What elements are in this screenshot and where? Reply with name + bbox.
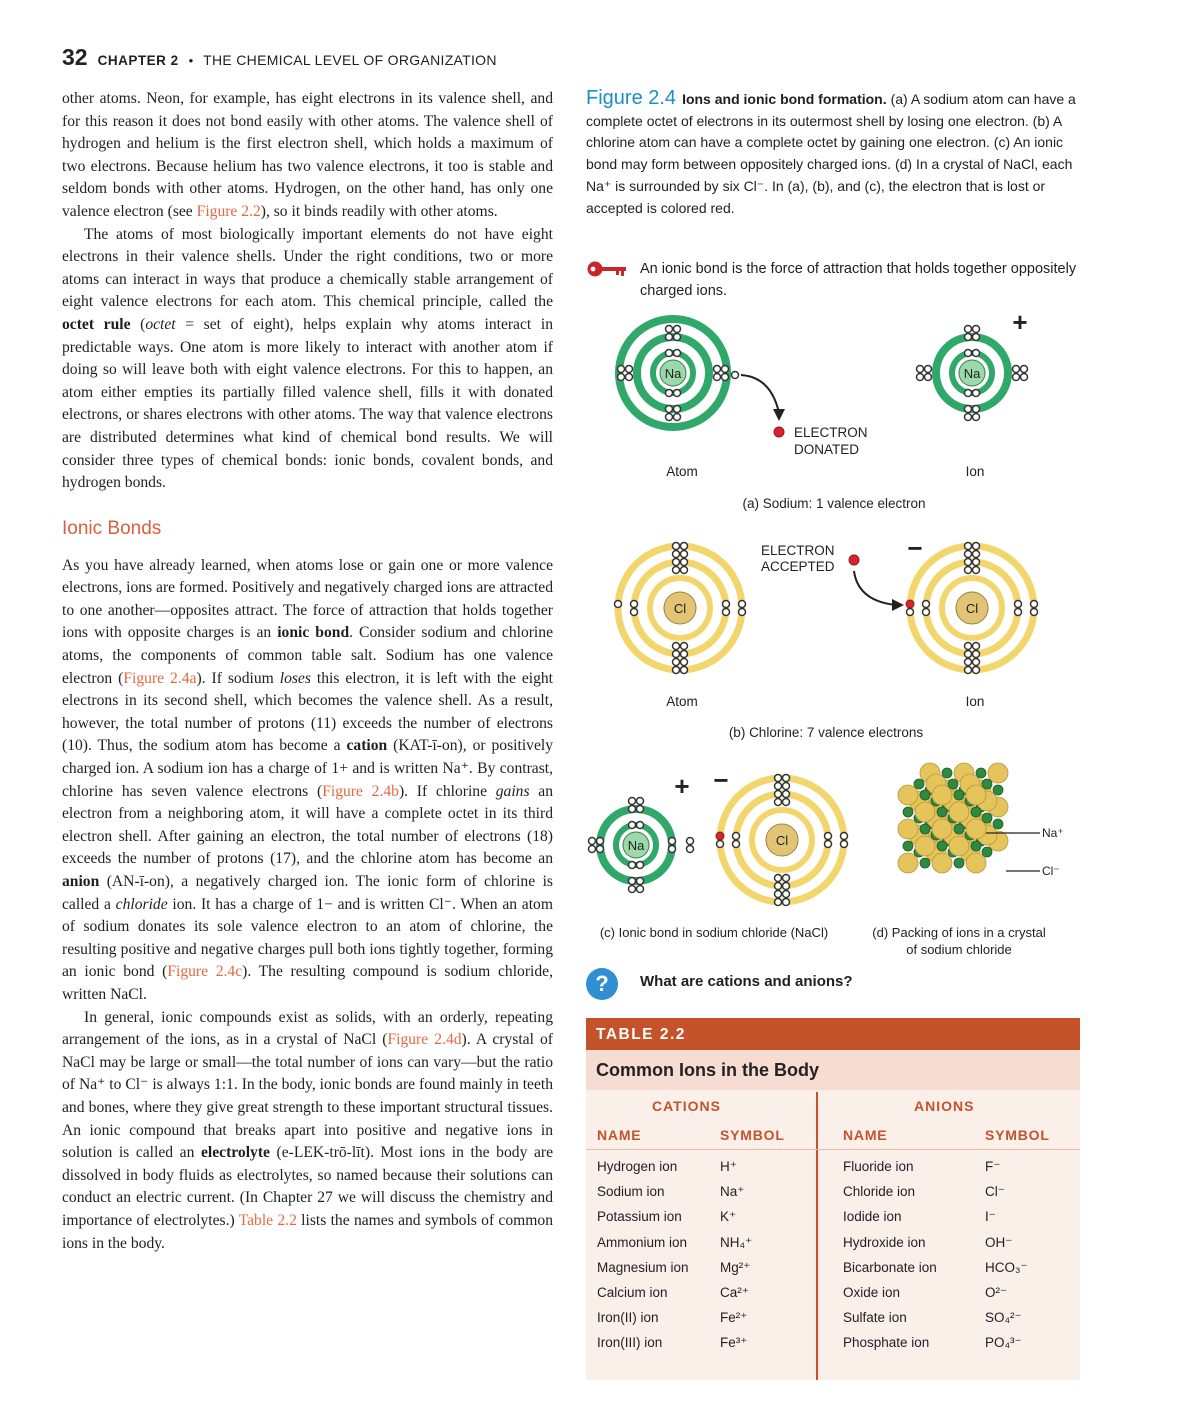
chloride-ion-sphere <box>915 836 935 856</box>
anion-name: Fluoride ion <box>843 1159 914 1174</box>
sodium-ion-sphere <box>942 768 952 778</box>
sodium-ion-sphere <box>982 779 992 789</box>
svg-text:ACCEPTED: ACCEPTED <box>761 559 835 574</box>
svg-text:DONATED: DONATED <box>794 442 860 457</box>
cations-header: CATIONS <box>652 1098 721 1114</box>
figure-link[interactable]: Figure 2.4a <box>123 669 197 687</box>
anion-symbol: HCO₃⁻ <box>985 1259 1028 1275</box>
atom-label: Atom <box>666 464 698 479</box>
figure-link[interactable]: Figure 2.4b <box>322 782 399 800</box>
chloride-ion-sphere <box>932 853 952 873</box>
key-icon <box>586 260 628 278</box>
sodium-atom <box>618 319 739 427</box>
sodium-ion-sphere <box>993 819 1003 829</box>
sodium-ion-sphere <box>937 841 947 851</box>
table-row <box>586 1206 1080 1231</box>
svg-text:Cl: Cl <box>673 601 687 616</box>
cation-name: Calcium ion <box>597 1285 668 1300</box>
paragraph: In general, ionic compounds exist as solids, with an orderly, repeating arrangement of the ions, as in a crystal of NaCl (Figure 2.4d). A crystal of NaCl may be large or small—the total number of ions can vary—but the ratio of Na⁺ to Cl⁻ is always 1:1. In the body, ionic bonds are found mainly in teeth and bones, where they give great strength to these important structural tissues. An ionic compound that breaks apart into positive and negative ions in solution is called an electrolyte (e-LEK-trō-līt). Most ions in the body are dissolved in body fluids as electrolytes, so named because their solutions can conduct an electric current. (In Chapter 27 we will discuss the chemistry and importance of electrolytes.) Table 2.2 lists the names and symbols of common ions in the body. <box>62 1008 553 1252</box>
anion-name: Oxide ion <box>843 1285 901 1300</box>
sodium-ion-sphere <box>971 841 981 851</box>
cation-symbol: Na⁺ <box>720 1184 745 1200</box>
table-row <box>586 1156 1080 1181</box>
svg-text:Atom: Atom <box>666 694 698 709</box>
chapter-title: THE CHEMICAL LEVEL OF ORGANIZATION <box>203 52 497 68</box>
paragraph: As you have already learned, when atoms lose or gain one or more valence electrons, ions are formed. Positively and negatively charged ions are attracted to one another—opposites attract. The force of attraction that holds together ions with opposite charges is an ionic bond. Consider sodium and chlorine atoms, the components of common table salt. Sodium has one valence electron (Figure 2.4a). If sodium loses this electron, it is left with the eight electrons in its second shell, which becomes the valence shell. As a result, however, the total number of protons (11) exceeds the number of electrons (10). Thus, the sodium atom has become a cation (KAT-ī-on), or positively charged ion. A sodium ion has a charge of 1+ and is written Na⁺. By contrast, chlorine has seven valence electrons (Figure 2.4b). If chlorine gains an electron from a neighboring atom, it will have a complete octet in its third electron shell. After gaining an electron, the total number of electrons (18) exceeds the number of protons (17), and the chlorine atom has become an anion (AN-ī-on), a negatively charged ion. The ionic form of chlorine is called a chloride ion. It has a charge of 1− and is written Cl⁻. When an atom of sodium donates its sole valence electron to an atom of chlorine, the resulting positive and negative charges pull both ions tightly together, forming an ionic bond (Figure 2.4c). The resulting compound is sodium chloride, written NaCl. <box>62 556 554 1003</box>
chloride-ion-sphere <box>932 819 952 839</box>
cation-symbol: NH₄⁺ <box>720 1234 753 1250</box>
sodium-ion-sphere <box>914 779 924 789</box>
sodium-ion-sphere <box>937 807 947 817</box>
minus-charge: − <box>907 533 923 563</box>
sodium-ion-sphere <box>954 858 964 868</box>
key-concept-text: An ionic bond is the force of attraction that holds together oppositely charged ions. <box>640 261 1077 299</box>
chloride-ion <box>906 543 1038 674</box>
nacl-crystal <box>898 763 1064 878</box>
sodium-ion-sphere <box>971 807 981 817</box>
chloride-ion-sphere <box>966 853 986 873</box>
col-name-cations: NAME <box>597 1127 642 1143</box>
sodium-ion-sphere <box>920 858 930 868</box>
electron-accepted-label: ELECTRON <box>761 543 835 558</box>
anion-name: Phosphate ion <box>843 1335 930 1351</box>
table-label: TABLE 2.2 <box>586 1018 1080 1050</box>
cation-symbol: Fe²⁺ <box>720 1310 748 1326</box>
anion-name: Iodide ion <box>843 1209 902 1225</box>
table-row <box>586 1232 1080 1257</box>
anion-symbol: SO₄²⁻ <box>985 1310 1022 1326</box>
figure-number: Figure 2.4 <box>586 87 677 109</box>
table-row <box>586 1181 1080 1206</box>
key-concept <box>586 258 1080 302</box>
chloride-ion-sphere <box>966 785 986 805</box>
chloride-ion-sphere <box>949 802 969 822</box>
anion-symbol: O²⁻ <box>985 1285 1008 1300</box>
chloride-ion-sphere <box>898 819 918 839</box>
na-label: Na <box>664 366 682 381</box>
svg-text:Cl: Cl <box>775 833 789 848</box>
anion-symbol: Cl⁻ <box>985 1184 1005 1200</box>
panel-a-caption: (a) Sodium: 1 valence electron <box>742 496 926 511</box>
col-name-anions: NAME <box>843 1127 888 1143</box>
page-number: 32 <box>62 44 88 70</box>
figure-link[interactable]: Figure 2.2 <box>196 202 261 220</box>
section-heading: Ionic Bonds <box>62 517 162 539</box>
cation-symbol: Fe³⁺ <box>720 1335 748 1351</box>
anion-symbol: I⁻ <box>985 1209 996 1225</box>
cl-ion-label: Cl⁻ <box>1042 864 1060 878</box>
chlorine-atom <box>615 543 746 674</box>
table-link[interactable]: Table 2.2 <box>238 1211 297 1229</box>
accepted-electron <box>849 555 859 565</box>
anion-name: Chloride ion <box>843 1184 916 1200</box>
cation-symbol: Mg²⁺ <box>720 1259 751 1275</box>
header-rule <box>586 1149 1080 1150</box>
col-symbol-anions: SYMBOL <box>985 1127 1050 1143</box>
figure-link[interactable]: Figure 2.4c <box>167 963 243 981</box>
question-icon: ? <box>586 968 618 1000</box>
sodium-ion-sphere <box>982 847 992 857</box>
body-text-column <box>62 88 553 1255</box>
cation-name: Ammonium ion <box>597 1234 688 1250</box>
anion-name: Hydroxide ion <box>843 1234 926 1250</box>
sodium-ion-sphere <box>993 785 1003 795</box>
cation-name: Magnesium ion <box>597 1259 689 1275</box>
chloride-ion-sphere <box>949 836 969 856</box>
sodium-ion-bonded <box>589 771 694 893</box>
anion-name: Bicarbonate ion <box>843 1259 937 1275</box>
panel-c-caption: (c) Ionic bond in sodium chloride (NaCl) <box>599 925 829 940</box>
term-octet-rule: octet rule <box>62 315 131 333</box>
sodium-ion <box>917 307 1028 421</box>
cation-name: Iron(III) ion <box>597 1335 663 1351</box>
cation-name: Iron(II) ion <box>597 1310 659 1326</box>
svg-text:Cl: Cl <box>965 601 979 616</box>
svg-text:−: − <box>713 765 729 795</box>
cation-symbol: Ca²⁺ <box>720 1285 749 1300</box>
cation-name: Potassium ion <box>597 1209 682 1225</box>
sodium-ion-sphere <box>954 790 964 800</box>
svg-text:+: + <box>674 771 690 801</box>
cation-symbol: H⁺ <box>720 1159 737 1174</box>
sodium-ion-sphere <box>982 813 992 823</box>
chloride-ion-sphere <box>915 802 935 822</box>
chloride-ion-sphere <box>966 819 986 839</box>
table-row <box>586 1257 1080 1282</box>
term-ionic-bond: ionic bond <box>277 624 350 642</box>
panel-b-caption: (b) Chlorine: 7 valence electrons <box>728 725 924 740</box>
chloride-ion-sphere <box>898 785 918 805</box>
term-anion: anion <box>62 873 100 890</box>
anion-symbol: F⁻ <box>985 1159 1001 1174</box>
sodium-ion-sphere <box>948 779 958 789</box>
term-cation: cation <box>346 737 388 755</box>
figure-diagram <box>586 305 1080 965</box>
panel-d-caption: (d) Packing of ions in a crystal <box>872 925 1046 940</box>
electron-donated-label: ELECTRON <box>794 425 868 440</box>
donated-electron <box>774 427 784 437</box>
sodium-ion-sphere <box>954 824 964 834</box>
svg-text:Na: Na <box>963 366 981 381</box>
figure-caption <box>586 88 1080 219</box>
question-text: What are cations and anions? <box>640 973 853 990</box>
anion-symbol: PO₄³⁻ <box>985 1335 1022 1351</box>
anions-header: ANIONS <box>914 1098 975 1114</box>
header-separator: • <box>188 53 194 68</box>
table-title: Common Ions in the Body <box>586 1050 1080 1090</box>
table-row <box>586 1282 1080 1307</box>
chloride-ion-sphere <box>932 785 952 805</box>
review-question <box>586 966 1080 1000</box>
svg-text:of sodium chloride: of sodium chloride <box>906 942 1012 957</box>
paragraph: other atoms. Neon, for example, has eight electrons in its valence shell, and for this reason it does not bond easily with other atoms. The valence shell of hydrogen and helium is the first electron shell, which holds a maximum of two electrons. Because helium has two valence electrons, it too is stable and seldom bonds with other atoms. Hydrogen, on the other hand, has only one valence electron (see Figure 2.2), so it binds readily with other atoms. <box>62 90 553 220</box>
table-body <box>586 1090 1080 1380</box>
running-header <box>62 44 582 74</box>
paragraph: The atoms of most biologically important elements do not have eight electrons in their valence shells. Under the right conditions, two or more atoms can interact in ways that produce a chemically stable arrangement of eight valence electrons for each atom. This chemical principle, called the octet rule (octet = set of eight), helps explain why atoms interact in predictable ways. One atom is more likely to interact with another atom if doing so will leave both with eight valence electrons. For this to happen, an atom either empties its partially filled valence shell, fills it with donated electrons, or shares electrons with other atoms. The way that valence electrons are distributed determines what kind of chemical bond results. We will consider three types of chemical bonds: ionic bonds, covalent bonds, and hydrogen bonds. <box>62 225 553 492</box>
col-symbol-cations: SYMBOL <box>720 1127 785 1143</box>
term-electrolyte: electrolyte <box>200 1144 270 1162</box>
chloride-ion-sphere <box>898 853 918 873</box>
table-common-ions <box>586 1018 1080 1380</box>
cation-name: Hydrogen ion <box>597 1159 678 1174</box>
figure-caption-text: (a) A sodium atom can have a complete octet of electrons in its outermost shell by losing one electron. (b) A chlorine atom can have a complete octet by gaining one electron. (c) An ionic bond may form between oppositely charged ions. (d) In a crystal of NaCl, each Na⁺ is surrounded by six Cl⁻. In (a), (b), and (c), the electron that is lost or accepted is colored red. <box>586 91 1076 216</box>
na-ion-label: Na⁺ <box>1042 826 1064 840</box>
chapter-label: CHAPTER 2 <box>97 53 179 68</box>
figure-title: Ions and ionic bond formation. <box>682 91 887 107</box>
svg-text:Ion: Ion <box>965 694 985 709</box>
sodium-ion-sphere <box>920 790 930 800</box>
cation-name: Sodium ion <box>597 1184 665 1200</box>
sodium-ion-sphere <box>976 768 986 778</box>
sodium-ion-sphere <box>903 841 913 851</box>
table-row <box>586 1332 1080 1357</box>
donation-arrow <box>741 375 779 413</box>
sodium-ion-sphere <box>903 807 913 817</box>
anion-name: Sulfate ion <box>843 1310 907 1326</box>
anion-symbol: OH⁻ <box>985 1234 1013 1250</box>
svg-text:Na: Na <box>627 838 645 853</box>
chloride-ion-sphere <box>988 763 1008 783</box>
cation-symbol: K⁺ <box>720 1209 737 1225</box>
plus-charge: + <box>1012 307 1028 337</box>
acceptance-arrow <box>854 571 896 605</box>
sodium-ion-sphere <box>920 824 930 834</box>
figure-link[interactable]: Figure 2.4d <box>387 1031 462 1049</box>
table-row <box>586 1307 1080 1332</box>
chloride-ion-bonded <box>716 775 848 906</box>
ion-label: Ion <box>965 464 985 479</box>
